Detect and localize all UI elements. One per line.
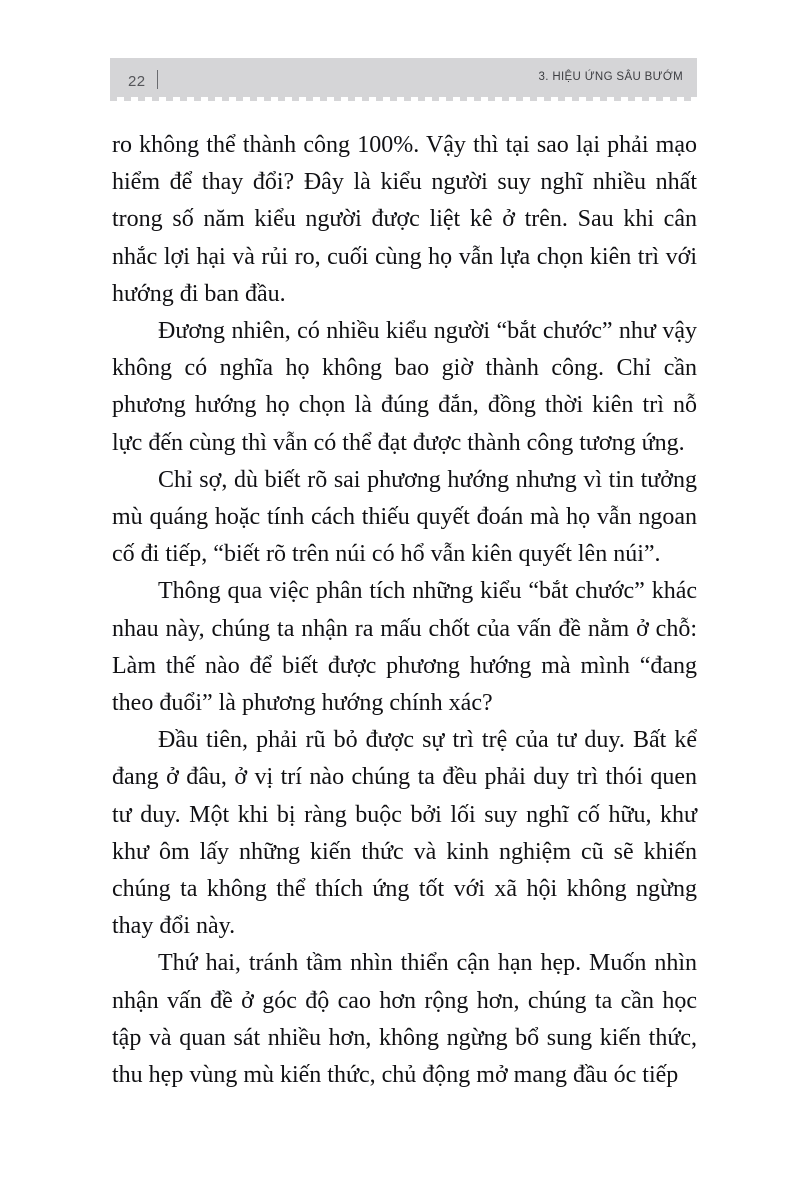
paragraph: Đương nhiên, có nhiều kiểu người “bắt chước” như vậy không có nghĩa họ không bao giờ thành công. Chỉ cần phương hướng họ chọn là đúng đắn, đồng thời kiên trì nỗ lực đến cùng thì vẫn có thể đạt được thành công tương ứng. xyxy=(112,318,697,456)
running-header xyxy=(110,58,697,97)
chapter-running-title: 3. HIỆU ỨNG SÂU BƯỚM xyxy=(538,70,683,83)
page-number: 22 xyxy=(128,72,146,90)
body-text-column xyxy=(112,127,697,1094)
paragraph: Thông qua việc phân tích những kiểu “bắt chước” khác nhau này, chúng ta nhận ra mấu chốt của vấn đề nằm ở chỗ: Làm thế nào để biết được phương hướng mà mình “đang theo đuổi” là phương hướng chính xác? xyxy=(112,578,697,717)
paragraph: ro không thể thành công 100%. Vậy thì tại sao lại phải mạo hiểm để thay đổi? Đây là kiểu người suy nghĩ nhiều nhất trong số năm kiểu người được liệt kê ở trên. Sau khi cân nhắc lợi hại và rủi ro, cuối cùng họ vẫn lựa chọn kiên trì với hướng đi ban đầu. xyxy=(112,132,697,307)
paragraph: Thứ hai, tránh tầm nhìn thiển cận hạn hẹp. Muốn nhìn nhận vấn đề ở góc độ cao hơn rộng hơn, chúng ta cần học tập và quan sát nhiều hơn, không ngừng bổ sung kiến thức, thu hẹp vùng mù kiến thức, chủ động mở mang đầu óc tiếp xyxy=(112,950,697,1089)
paragraph: Đầu tiên, phải rũ bỏ được sự trì trệ của tư duy. Bất kể đang ở đâu, ở vị trí nào chúng ta đều phải duy trì thói quen tư duy. Một khi bị ràng buộc bởi lối suy nghĩ cố hữu, khư khư ôm lấy những kiến thức và kinh nghiệm cũ sẽ khiến chúng ta không thể thích ứng tốt với xã hội không ngừng thay đổi này. xyxy=(112,727,697,940)
page-folio xyxy=(128,67,158,89)
folio-divider-icon xyxy=(157,70,158,89)
paragraph: Chỉ sợ, dù biết rõ sai phương hướng nhưng vì tin tưởng mù quáng hoặc tính cách thiếu quyết đoán mà họ vẫn ngoan cố đi tiếp, “biết rõ trên núi có hổ vẫn kiên quyết lên núi”. xyxy=(112,466,697,568)
